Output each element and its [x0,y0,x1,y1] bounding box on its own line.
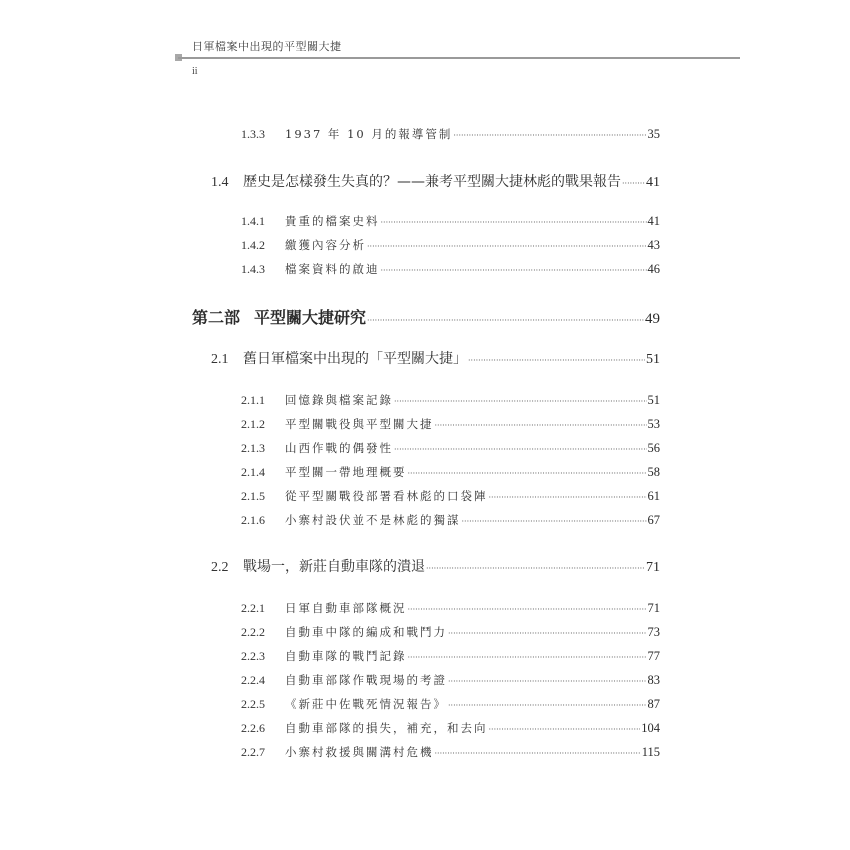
toc-entry[interactable] [241,213,660,229]
entry-number: 2.2.1 [241,601,265,615]
entry-title: 日軍自動車部隊概況 [285,601,407,615]
entry-title: 從平型關戰役部署看林彪的口袋陣 [285,489,488,503]
entry-page: 61 [647,489,660,503]
entry-page: 41 [647,214,660,228]
toc-entry[interactable] [241,488,660,504]
entry-page: 58 [647,465,660,479]
dot-leader [622,174,645,190]
entry-title: 自動車中隊的編成和戰鬥力 [285,625,447,639]
header-rule [178,57,740,59]
entry-title: 繳獲內容分析 [285,238,366,252]
entry-number: 1.4 [211,175,229,190]
entry-title: 歷史是怎樣發生失真的？——兼考平型關大捷林彪的戰果報告 [243,174,621,190]
toc-entry[interactable] [241,672,660,688]
entry-title: 回憶錄與檔案記錄 [285,393,393,407]
dot-leader [408,601,647,615]
dot-leader [453,127,646,141]
entry-number: 1.4.2 [241,238,265,252]
toc-entry[interactable] [241,512,660,528]
entry-number: 2.2.7 [241,745,265,759]
running-title: 日軍檔案中出現的平型關大捷 [192,40,342,53]
entry-page: 104 [641,721,660,735]
entry-page: 115 [641,745,660,759]
entry-page: 56 [647,441,660,455]
dot-leader [462,513,647,527]
entry-page: 53 [647,417,660,431]
dot-leader [448,625,647,639]
toc-entry[interactable] [241,720,660,736]
dot-leader [381,262,647,276]
toc-part-heading[interactable] [192,305,660,328]
dot-leader [435,745,641,759]
dot-leader [367,308,644,327]
entry-page: 87 [647,697,660,711]
dot-leader [367,238,647,252]
dot-leader [381,214,647,228]
entry-number: 2.1.1 [241,393,265,407]
entry-number: 2.1.5 [241,489,265,503]
entry-number: 2.1.6 [241,513,265,527]
entry-page: 77 [647,649,660,663]
entry-title: 自動車部隊的損失，補充，和去向 [285,721,488,735]
entry-page: 73 [647,625,660,639]
entry-title: 舊日軍檔案中出現的「平型關大捷」 [243,351,467,367]
entry-number: 1.3.3 [241,127,265,141]
entry-number: 2.1.3 [241,441,265,455]
entry-title: 平型關一帶地理概要 [285,465,407,479]
entry-number: 2.2.6 [241,721,265,735]
entry-page: 41 [646,175,660,190]
part-number: 第二部 [192,308,241,327]
entry-number: 2.2.2 [241,625,265,639]
toc-entry[interactable] [211,556,660,576]
entry-title: 自動車隊的戰鬥記錄 [285,649,407,663]
entry-title: 山西作戰的偶發性 [285,441,393,455]
entry-page: 67 [647,513,660,527]
toc-entry[interactable] [241,237,660,253]
entry-number: 2.1.4 [241,465,265,479]
toc-entry[interactable] [241,464,660,480]
dot-leader [426,559,645,575]
entry-page: 71 [646,560,660,575]
entry-title: 檔案資料的啟迪 [285,262,380,276]
toc-entry[interactable] [241,126,660,142]
entry-number: 2.2.3 [241,649,265,663]
dot-leader [448,697,647,711]
toc-entry[interactable] [241,416,660,432]
entry-page: 51 [647,393,660,407]
entry-title: 《新莊中佐戰死情況報告》 [285,697,447,711]
entry-title: 自動車部隊作戰現場的考證 [285,673,447,687]
dot-leader [394,441,647,455]
entry-page: 83 [647,673,660,687]
entry-number: 2.2 [211,560,229,575]
toc-entry[interactable] [241,440,660,456]
entry-title: 貴重的檔案史料 [285,214,380,228]
entry-page: 35 [647,127,660,141]
toc-entry[interactable] [241,392,660,408]
dot-leader [489,489,647,503]
entry-title: 戰場一，新莊自動車隊的潰退 [243,559,425,575]
entry-page: 43 [647,238,660,252]
entry-title: 平型關戰役與平型關大捷 [285,417,434,431]
toc-entry[interactable] [241,648,660,664]
entry-title: 小寨村設伏並不是林彪的獨謀 [285,513,461,527]
entry-page: 71 [647,601,660,615]
entry-number: 1.4.1 [241,214,265,228]
toc-entry[interactable] [211,171,660,191]
entry-number: 1.4.3 [241,262,265,276]
page-number: ii [192,66,198,77]
dot-leader [435,417,647,431]
dot-leader [448,673,647,687]
dot-leader [408,465,647,479]
toc-entry[interactable] [211,348,660,368]
toc-entry[interactable] [241,744,660,760]
entry-number: 2.2.4 [241,673,265,687]
toc-entry[interactable] [241,696,660,712]
dot-leader [408,649,647,663]
entry-number: 2.2.5 [241,697,265,711]
entry-title: 小寨村救援與關溝村危機 [285,745,434,759]
entry-page: 51 [646,352,660,367]
entry-number: 2.1.2 [241,417,265,431]
toc-entry[interactable] [241,261,660,277]
dot-leader [489,721,641,735]
entry-page: 46 [647,262,660,276]
entry-number: 2.1 [211,352,229,367]
entry-page: 49 [645,311,660,327]
part-title: 平型關大捷研究 [254,308,367,327]
toc-entry[interactable] [241,600,660,616]
entry-title: 1937 年 10 月的報導管制 [285,127,453,141]
toc-entry[interactable] [241,624,660,640]
dot-leader [468,351,645,367]
dot-leader [394,393,647,407]
